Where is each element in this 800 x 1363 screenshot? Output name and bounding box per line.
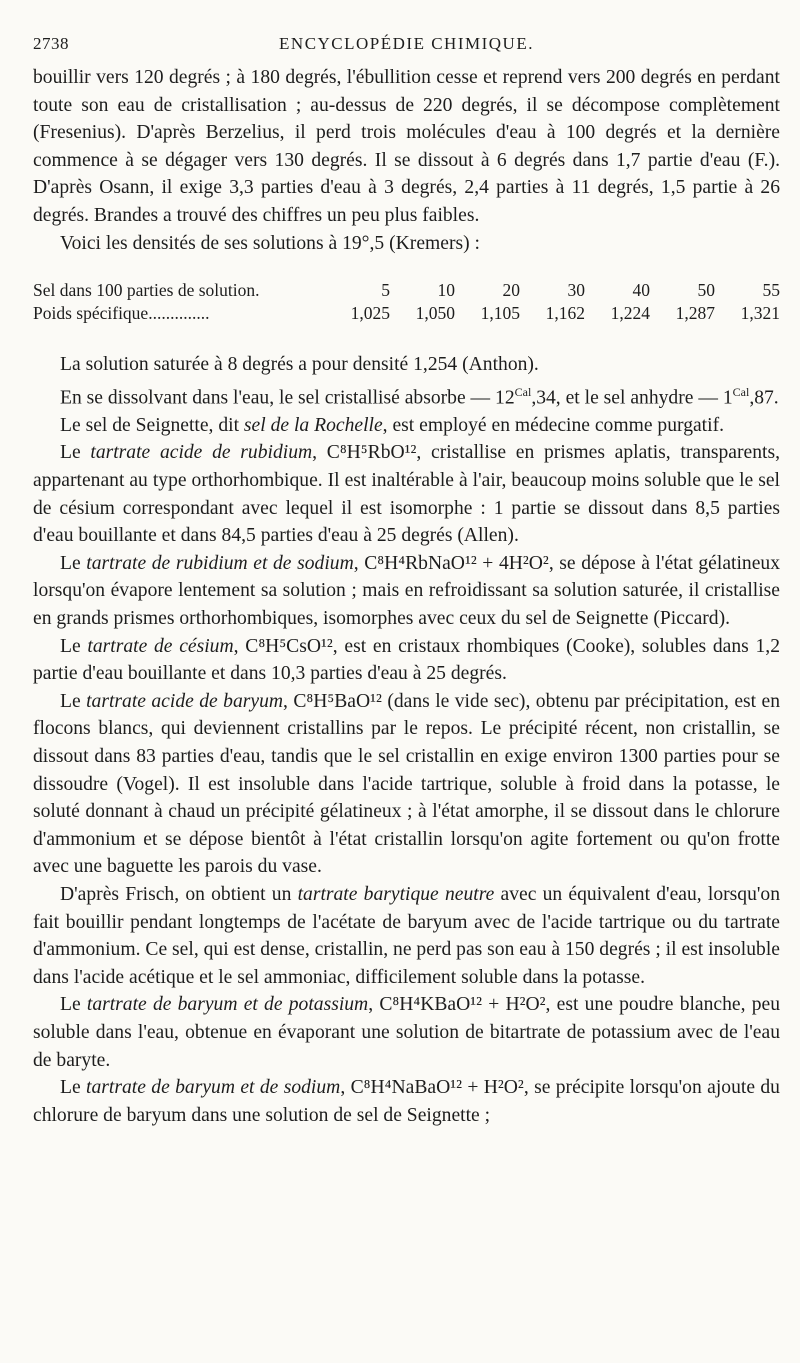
paragraph-rubidium-sodium-tartrate: Le tartrate de rubidium et de sodium, C⁸H⁴RbNaO¹² + 4H²O², se dépose à l'état gélatineux lorsqu'on évapore lentement sa solution ; mais en refroidissant sa solution saturée, il cristallise en grands prismes orthorhombiques, isomorphes avec ceux du sel de Seignette (Piccard). bbox=[33, 552, 780, 630]
chemical-formula: C⁸H⁴KBaO¹² + H²O² bbox=[379, 994, 546, 1016]
running-title: ENCYCLOPÉDIE CHIMIQUE. bbox=[279, 34, 534, 53]
table-row bbox=[33, 279, 780, 302]
chemical-formula: C⁸H⁴RbNaO¹² + 4H²O² bbox=[364, 552, 549, 574]
paragraph-rubidium-acid-tartrate: Le tartrate acide de rubidium, C⁸H⁵RbO¹², cristallise en prismes aplatis, transparents, appartenant au type orthorhombique. Il est inaltérable à l'air, beaucoup moins soluble que le sel de césium correspondant avec lequel il est isomorphe : 1 partie se dissout dans 8,5 parties d'eau bouillante et dans 84,5 parties d'eau à 25 degrés (Allen). bbox=[33, 442, 780, 547]
table-cell: 1,105 bbox=[480, 303, 520, 324]
table-cell: 1,287 bbox=[675, 303, 715, 324]
paragraph-saturated-density: La solution saturée à 8 degrés a pour densité 1,254 (Anthon). bbox=[60, 354, 539, 376]
table-cell: 1,050 bbox=[415, 303, 455, 324]
chemical-formula: C⁸H⁵RbO¹² bbox=[326, 442, 417, 464]
table-cell: 20 bbox=[502, 280, 520, 301]
paragraph-neutral-barium-tartrate: D'après Frisch, on obtient un tartrate barytique neutre avec un équivalent d'eau, lorsqu'on fait bouillir pendant longtemps de l'acétate de baryum avec de l'acide tartrique ou du tartrate d'ammonium. Ce sel, qui est dense, cristallin, ne perd pas son eau à 150 degrés ; il est insoluble dans l'acide acétique et le sel ammoniac, difficilement soluble dans la potasse. bbox=[33, 883, 780, 988]
paragraph-barium-sodium-tartrate: Le tartrate de baryum et de sodium, C⁸H⁴NaBaO¹² + H²O², se précipite lorsqu'on ajoute du chlorure de baryum dans une solution de sel de Seignette ; bbox=[33, 1077, 780, 1126]
paragraph-barium-potassium-tartrate: Le tartrate de baryum et de potassium, C⁸H⁴KBaO¹² + H²O², est une poudre blanche, peu soluble dans l'eau, obtenue en évaporant une solution de bitartrate de potassium avec de l'eau de baryte. bbox=[33, 994, 781, 1071]
paragraph-heat-of-solution: En se dissolvant dans l'eau, le sel cristallisé absorbe — $12^{Cal},34$, et le sel anhydre — $1^{Cal},87$. bbox=[60, 384, 779, 409]
table-cell: 1,321 bbox=[740, 303, 780, 324]
chemical-formula: C⁸H⁵CsO¹² bbox=[245, 635, 333, 657]
running-header bbox=[33, 34, 780, 64]
paragraph-solubility: bouillir vers 120 degrés ; à 180 degrés, l'ébullition cesse et reprend vers 200 degrés en perdant toute son eau de cristallisation ; au-dessus de 220 degrés, il se décompose complètement (Fresenius). D'après Berzelius, il perd trois molécules d'eau à 100 degrés et la dernière commence à se dégager vers 130 degrés. Il se dissout à 6 degrés dans 1,7 partie d'eau (F.). D'après Osann, il exige 3,3 parties d'eau à 3 degrés, 2,4 parties à 11 degrés, 1,5 partie à 26 degrés. Brandes a trouvé des chiffres un peu plus faibles. bbox=[33, 67, 780, 226]
paragraph-densities-intro: Voici les densités de ses solutions à 19°,5 (Kremers) : bbox=[60, 232, 480, 254]
table-cell: 55 bbox=[762, 280, 780, 301]
table-cell: 5 bbox=[381, 280, 390, 301]
paragraph-seignette-salt: Le sel de Seignette, dit sel de la Rochelle, est employé en médecine comme purgatif. bbox=[60, 414, 724, 436]
paragraph-barium-acid-tartrate: Le tartrate acide de baryum, C⁸H⁵BaO¹² (dans le vide sec), obtenu par précipitation, est en flocons blancs, qui deviennent cristallins par le repos. Le précipité récent, non cristallin, se dissout dans 83 parties d'eau, tandis que le sel cristallin en exige environ 1300 parties pour se dissoudre (Vogel). Il est insoluble dans l'acide tartrique, soluble à froid dans la potasse, le soluté donnant à chaud un précipité gélatineux ; à l'état amorphe, il se dissout dans le chlorure d'ammonium et se dépose bientôt à l'état cristallin lorsqu'on agite fortement ou qu'on frotte avec une baguette les parois du vase. bbox=[33, 690, 780, 878]
page-number: 2738 bbox=[33, 34, 69, 53]
table-cell: 1,162 bbox=[545, 303, 585, 324]
table-cell: 1,224 bbox=[610, 303, 650, 324]
chemical-formula: C⁸H⁴NaBaO¹² + H²O² bbox=[350, 1077, 524, 1099]
paragraph-cesium-tartrate: Le tartrate de césium, C⁸H⁵CsO¹², est en cristaux rhombiques (Cooke), solubles dans 1,2 partie d'eau bouillante et dans 10,3 parties d'eau à 25 degrés. bbox=[33, 635, 780, 685]
row-label-density: Poids spécifique.............. bbox=[33, 303, 210, 324]
table-cell: 10 bbox=[437, 280, 455, 301]
row-label-salt: Sel dans 100 parties de solution. bbox=[33, 280, 260, 301]
density-table bbox=[33, 279, 780, 325]
table-cell: 30 bbox=[567, 280, 585, 301]
table-cell: 1,025 bbox=[350, 303, 390, 324]
table-cell: 50 bbox=[697, 280, 715, 301]
chemical-formula: C⁸H⁵BaO¹² bbox=[293, 690, 382, 712]
table-cell: 40 bbox=[632, 280, 650, 301]
table-row bbox=[33, 302, 780, 325]
